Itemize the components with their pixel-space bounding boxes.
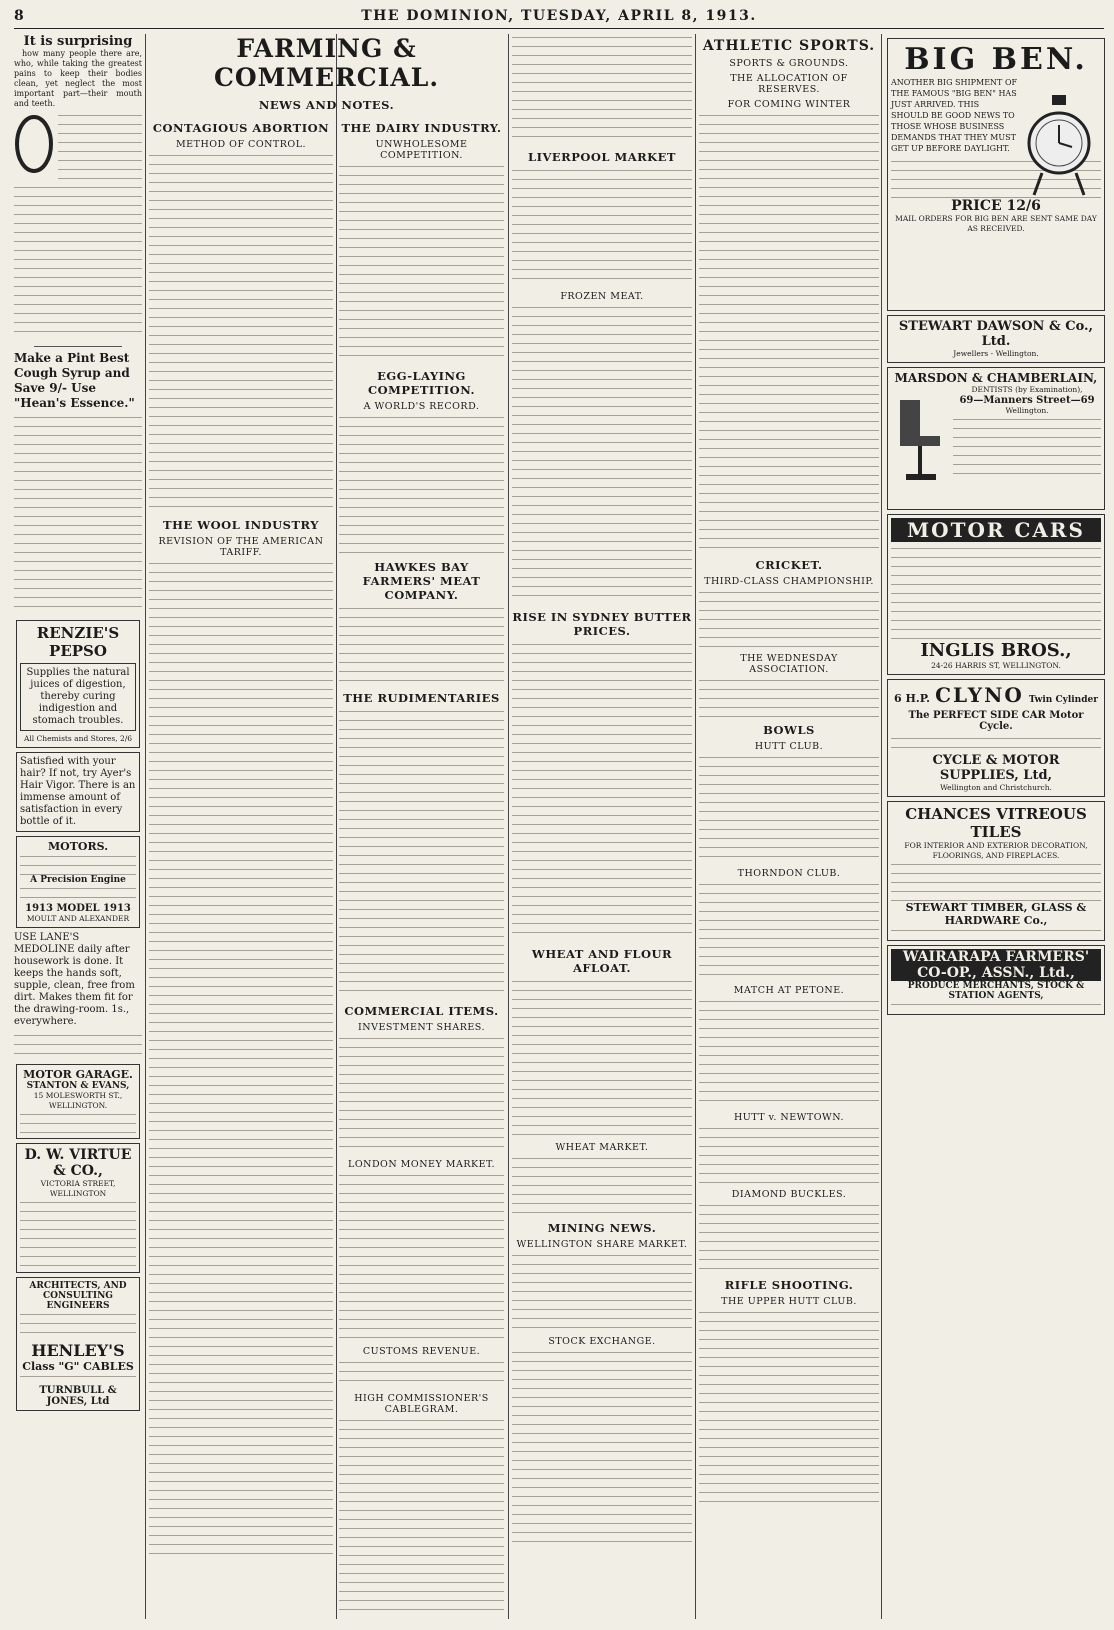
heading-investment: INVESTMENT SHARES. [358, 1022, 485, 1033]
marsdon-title: MARSDON & CHAMBERLAIN, [894, 371, 1098, 385]
ad-cough-body [14, 414, 142, 614]
athletic-column [699, 34, 879, 1619]
heading-wednesday: THE WEDNESDAY ASSOCIATION. [740, 653, 838, 675]
clyno-title: CLYNO [935, 683, 1024, 707]
toothpaste-initial-icon [14, 114, 54, 174]
section-title-athletic: ATHLETIC SPORTS. [702, 38, 876, 54]
cycle-title: CYCLE & MOTOR SUPPLIES, Ltd, [932, 753, 1060, 783]
ad-pepso [16, 620, 140, 748]
heading-london: LONDON MONEY MARKET. [348, 1159, 495, 1170]
pepso-text: Supplies the natural juices of digestion, thereby curing indigestion and stomach troubles. [20, 663, 136, 731]
column-rule [881, 34, 882, 1619]
masthead [14, 6, 1104, 29]
heading-sports-grounds: SPORTS & GROUNDS. [729, 58, 849, 69]
heading-stock-exchange: STOCK EXCHANGE. [548, 1336, 656, 1347]
motors-agent: MOULT AND ALEXANDER [26, 914, 130, 923]
ad-ayers-hair: Satisfied with your hair? If not, try Ayer's Hair Vigor. There is an immense amount of satisfaction in every bottle of it. [16, 752, 140, 832]
right-ads-column [885, 34, 1107, 1619]
news-notes-heading: NEWS AND NOTES. [258, 98, 395, 112]
heading-frozen-meat: FROZEN MEAT. [560, 291, 644, 302]
heading-dairy: THE DAIRY INDUSTRY. [341, 121, 502, 135]
ad-cough-headline: Make a Pint Best Cough Syrup and Save 9/- Use "Hean's Essence." [14, 351, 135, 410]
dentist-chair-icon [892, 390, 948, 482]
ad-toothpaste-body [14, 112, 142, 342]
heading-egg: EGG-LAYING COMPETITION. [368, 369, 475, 397]
heading-high-commissioner: HIGH COMMISSIONER'S CABLEGRAM. [354, 1393, 489, 1415]
ad-big-ben [887, 38, 1105, 311]
left-ads-column [14, 34, 142, 1619]
garage-addr: 15 MOLESWORTH ST., WELLINGTON. [33, 1091, 123, 1110]
motors-sub: A Precision Engine [30, 875, 126, 885]
henleys-head: ARCHITECTS, AND CONSULTING ENGINEERS [29, 1281, 127, 1311]
heading-record: A WORLD'S RECORD. [363, 401, 480, 412]
heading-hutt-club: HUTT CLUB. [754, 741, 824, 752]
inglis-title: INGLIS BROS., [920, 640, 1072, 661]
clyno-hp: 6 H.P. [894, 692, 931, 705]
garage-firm: STANTON & EVANS, [26, 1081, 130, 1091]
heading-bowls: BOWLS [763, 723, 815, 737]
heading-contagious: CONTAGIOUS ABORTION [152, 121, 330, 135]
clyno-tag: The PERFECT SIDE CAR Motor Cycle. [908, 710, 1084, 732]
inglis-addr: 24-26 HARRIS ST, WELLINGTON. [931, 661, 1061, 670]
heading-wheat-afloat: WHEAT AND FLOUR AFLOAT. [531, 947, 673, 975]
cycle-sub: Wellington and Christchurch. [940, 783, 1052, 792]
heading-petone: MATCH AT PETONE. [733, 985, 845, 996]
farming-commercial-section [149, 34, 504, 1619]
henleys-firm: TURNBULL & JONES, Ltd [39, 1385, 117, 1407]
chances-title: CHANCES VITREOUS TILES [905, 805, 1087, 841]
marsdon-sub: DENTISTS (by Examination), [971, 385, 1083, 394]
heading-coming-winter: FOR COMING WINTER [727, 99, 851, 110]
motor-cars-title: MOTOR CARS [891, 518, 1101, 542]
virtue-head: D. W. VIRTUE & CO., [24, 1147, 132, 1179]
royal-appointment [14, 1032, 142, 1060]
newspaper-title: THE DOMINION, TUESDAY, APRIL 8, 1913. [361, 8, 757, 24]
virtue-addr: VICTORIA STREET, WELLINGTON [40, 1179, 116, 1198]
heading-wheat-market: WHEAT MARKET. [555, 1142, 649, 1153]
ad-toothpaste-teaser: how many people there are, who, while taking the greatest pains to keep their bodies clean, yet neglect the most important part—their mouth and teeth. [14, 49, 142, 108]
heading-diamond-buckles: DIAMOND BUCKLES. [731, 1189, 847, 1200]
ad-virtue [16, 1143, 140, 1273]
ad-chances-tiles [887, 801, 1105, 941]
ad-stewart-dawson [887, 315, 1105, 363]
heading-wool: THE WOOL INDUSTRY [163, 518, 319, 532]
bigben-text: ANOTHER BIG SHIPMENT OF THE FAMOUS "BIG BEN" HAS JUST ARRIVED. THIS SHOULD BE GOOD NEWS TO THOSE WHOSE BUSINESS DEMANDS THAT THEY MUST GET UP BEFORE DAYLIGHT. [891, 78, 1018, 153]
column-rule [508, 34, 509, 1619]
bigben-mail: MAIL ORDERS FOR BIG BEN ARE SENT SAME DAY AS RECEIVED. [895, 214, 1097, 233]
page-number: 8 [14, 8, 24, 24]
ad-medoline: USE LANE'S MEDOLINE daily after housework is done. It keeps the hands soft, supple, clean, free from dirt. Makes them fit for the drawing-room. 1s., everywhere. [14, 932, 135, 1027]
heading-revision: REVISION OF THE AMERICAN TARIFF. [158, 536, 324, 558]
heading-rifle: RIFLE SHOOTING. [724, 1278, 854, 1292]
garage-head: MOTOR GARAGE. [23, 1068, 133, 1081]
column-rule [695, 34, 696, 1619]
heading-allocation: THE ALLOCATION OF RESERVES. [730, 73, 848, 95]
motors-head: MOTORS. [47, 840, 109, 853]
heading-commercial: COMMERCIAL ITEMS. [344, 1004, 499, 1018]
heading-hawkes: HAWKES BAY FARMERS' MEAT COMPANY. [362, 560, 481, 602]
heading-wellington-share: WELLINGTON SHARE MARKET. [516, 1239, 688, 1250]
henleys-brand: HENLEY'S [31, 1341, 125, 1360]
ad-marsdon [887, 367, 1105, 510]
motors-year: 1913 MODEL 1913 [25, 903, 131, 914]
ad-wairarapa [887, 945, 1105, 1015]
stewart-title: STEWART DAWSON & Co., Ltd. [898, 319, 1094, 349]
ad-clyno [887, 679, 1105, 797]
ad-henleys [16, 1277, 140, 1411]
heading-upper-hutt: THE UPPER HUTT CLUB. [721, 1296, 857, 1307]
pepso-brand: RENZIE'S PEPSO [36, 624, 120, 660]
ad-motor-garage [16, 1064, 140, 1139]
henleys-product: Class "G" CABLES [22, 1360, 134, 1373]
heading-mining: MINING NEWS. [547, 1221, 657, 1235]
heading-thorndon: THORNDON CLUB. [737, 868, 841, 879]
ad-toothpaste-headline: It is surprising [23, 34, 133, 49]
ad-motor-cars [887, 514, 1105, 675]
column-rule [145, 34, 146, 1619]
heading-cricket: CRICKET. [755, 558, 823, 572]
marsdon-city: Wellington. [1005, 406, 1049, 415]
heading-liverpool: LIVERPOOL MARKET [527, 150, 676, 164]
wairarapa-sub: PRODUCE MERCHANTS, STOCK & STATION AGENTS, [907, 981, 1085, 1001]
heading-unwholesome: UNWHOLESOME COMPETITION. [375, 139, 468, 161]
marsdon-addr: 69—Manners Street—69 [959, 395, 1095, 406]
ad-motors [16, 836, 140, 928]
wairarapa-title: WAIRARAPA FARMERS' CO-OP., ASSN., Ltd., [891, 949, 1101, 981]
stewart-sub: Jewellers - Wellington. [953, 349, 1039, 358]
heading-third-class: THIRD-CLASS CHAMPIONSHIP. [704, 576, 874, 587]
section-title-farming: FARMING & COMMERCIAL. [213, 34, 440, 92]
heading-rudimentaries: THE RUDIMENTARIES [343, 691, 500, 705]
market-column [512, 34, 692, 1619]
heading-method: METHOD OF CONTROL. [175, 139, 307, 150]
stewart-timber: STEWART TIMBER, GLASS & HARDWARE Co., [905, 901, 1087, 927]
chances-sub: FOR INTERIOR AND EXTERIOR DECORATION, FLOORINGS, AND FIREPLACES. [904, 841, 1088, 860]
heading-butter-prices: RISE IN SYDNEY BUTTER PRICES. [512, 610, 692, 638]
alarm-clock-icon [1024, 85, 1094, 205]
heading-newtown: HUTT v. NEWTOWN. [733, 1112, 845, 1123]
bigben-title: BIG BEN. [904, 42, 1088, 77]
bigben-price: PRICE 12/6 [951, 198, 1041, 214]
pepso-footer: All Chemists and Stores, 2/6 [23, 734, 133, 743]
heading-customs: CUSTOMS REVENUE. [362, 1346, 481, 1357]
clyno-sub: Twin Cylinder [1028, 695, 1098, 705]
